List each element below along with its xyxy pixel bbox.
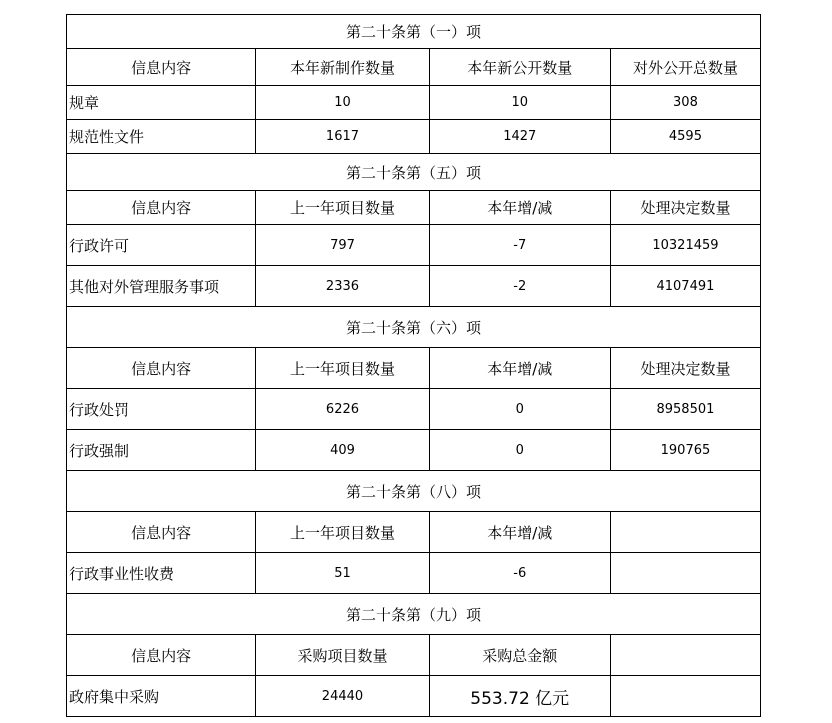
- table-cell: 797: [256, 225, 429, 266]
- header-cell: 本年新制作数量: [256, 49, 429, 86]
- header-cell: 信息内容: [67, 191, 256, 225]
- table-cell: 4107491: [610, 266, 760, 307]
- table-cell: 2336: [256, 266, 429, 307]
- header-row: [67, 348, 761, 389]
- table-cell: 24440: [256, 676, 429, 717]
- header-cell: 上一年项目数量: [256, 191, 429, 225]
- table-cell: 0: [429, 430, 610, 471]
- table-cell: [610, 676, 760, 717]
- table-cell: 308: [610, 86, 760, 120]
- table-cell: 10: [256, 86, 429, 120]
- row-label: 行政事业性收费: [67, 553, 256, 594]
- section-title: 第二十条第（六）项: [67, 307, 761, 348]
- section-title: 第二十条第（九）项: [67, 594, 761, 635]
- section-title-row: [67, 307, 761, 348]
- section-title-row: [67, 594, 761, 635]
- row-label: 规章: [67, 86, 256, 120]
- header-cell: 信息内容: [67, 348, 256, 389]
- header-row: [67, 512, 761, 553]
- header-cell: 本年增/减: [429, 191, 610, 225]
- header-cell: 信息内容: [67, 49, 256, 86]
- header-cell: 本年增/减: [429, 348, 610, 389]
- row-label: 行政强制: [67, 430, 256, 471]
- table-cell: 51: [256, 553, 429, 594]
- header-cell: 本年增/减: [429, 512, 610, 553]
- section-title-row: [67, 471, 761, 512]
- section-title: 第二十条第（五）项: [67, 154, 761, 191]
- header-cell: 采购总金额: [429, 635, 610, 676]
- header-cell: [610, 635, 760, 676]
- row-label: 政府集中采购: [67, 676, 256, 717]
- header-cell: 信息内容: [67, 512, 256, 553]
- section-title-row: [67, 154, 761, 191]
- row-label: 行政许可: [67, 225, 256, 266]
- table-row: [67, 86, 761, 120]
- table-row: [67, 676, 761, 717]
- table-row: [67, 120, 761, 154]
- table-row: [67, 553, 761, 594]
- header-cell: 采购项目数量: [256, 635, 429, 676]
- section-title: 第二十条第（一）项: [67, 15, 761, 49]
- table-row: [67, 430, 761, 471]
- table-cell: -6: [429, 553, 610, 594]
- table-row: [67, 225, 761, 266]
- table-cell: 4595: [610, 120, 760, 154]
- table-cell: 6226: [256, 389, 429, 430]
- table-cell: 553.72 亿元: [429, 676, 610, 717]
- row-label: 其他对外管理服务事项: [67, 266, 256, 307]
- header-cell: 上一年项目数量: [256, 348, 429, 389]
- table-cell: 10321459: [610, 225, 760, 266]
- table-row: [67, 389, 761, 430]
- section-title: 第二十条第（八）项: [67, 471, 761, 512]
- table-cell: [610, 553, 760, 594]
- table-cell: -7: [429, 225, 610, 266]
- table-cell: 190765: [610, 430, 760, 471]
- row-label: 行政处罚: [67, 389, 256, 430]
- table-cell: 8958501: [610, 389, 760, 430]
- header-cell: 信息内容: [67, 635, 256, 676]
- table-cell: -2: [429, 266, 610, 307]
- header-cell: 上一年项目数量: [256, 512, 429, 553]
- table-cell: 10: [429, 86, 610, 120]
- section-title-row: [67, 15, 761, 49]
- header-cell: [610, 512, 760, 553]
- header-cell: 本年新公开数量: [429, 49, 610, 86]
- table-cell: 1617: [256, 120, 429, 154]
- header-row: [67, 49, 761, 86]
- table-cell: 409: [256, 430, 429, 471]
- header-cell: 处理决定数量: [610, 191, 760, 225]
- header-row: [67, 191, 761, 225]
- row-label: 规范性文件: [67, 120, 256, 154]
- disclosure-table: [66, 14, 761, 717]
- header-cell: 处理决定数量: [610, 348, 760, 389]
- header-cell: 对外公开总数量: [610, 49, 760, 86]
- table-cell: 0: [429, 389, 610, 430]
- table-row: [67, 266, 761, 307]
- table-cell: 1427: [429, 120, 610, 154]
- header-row: [67, 635, 761, 676]
